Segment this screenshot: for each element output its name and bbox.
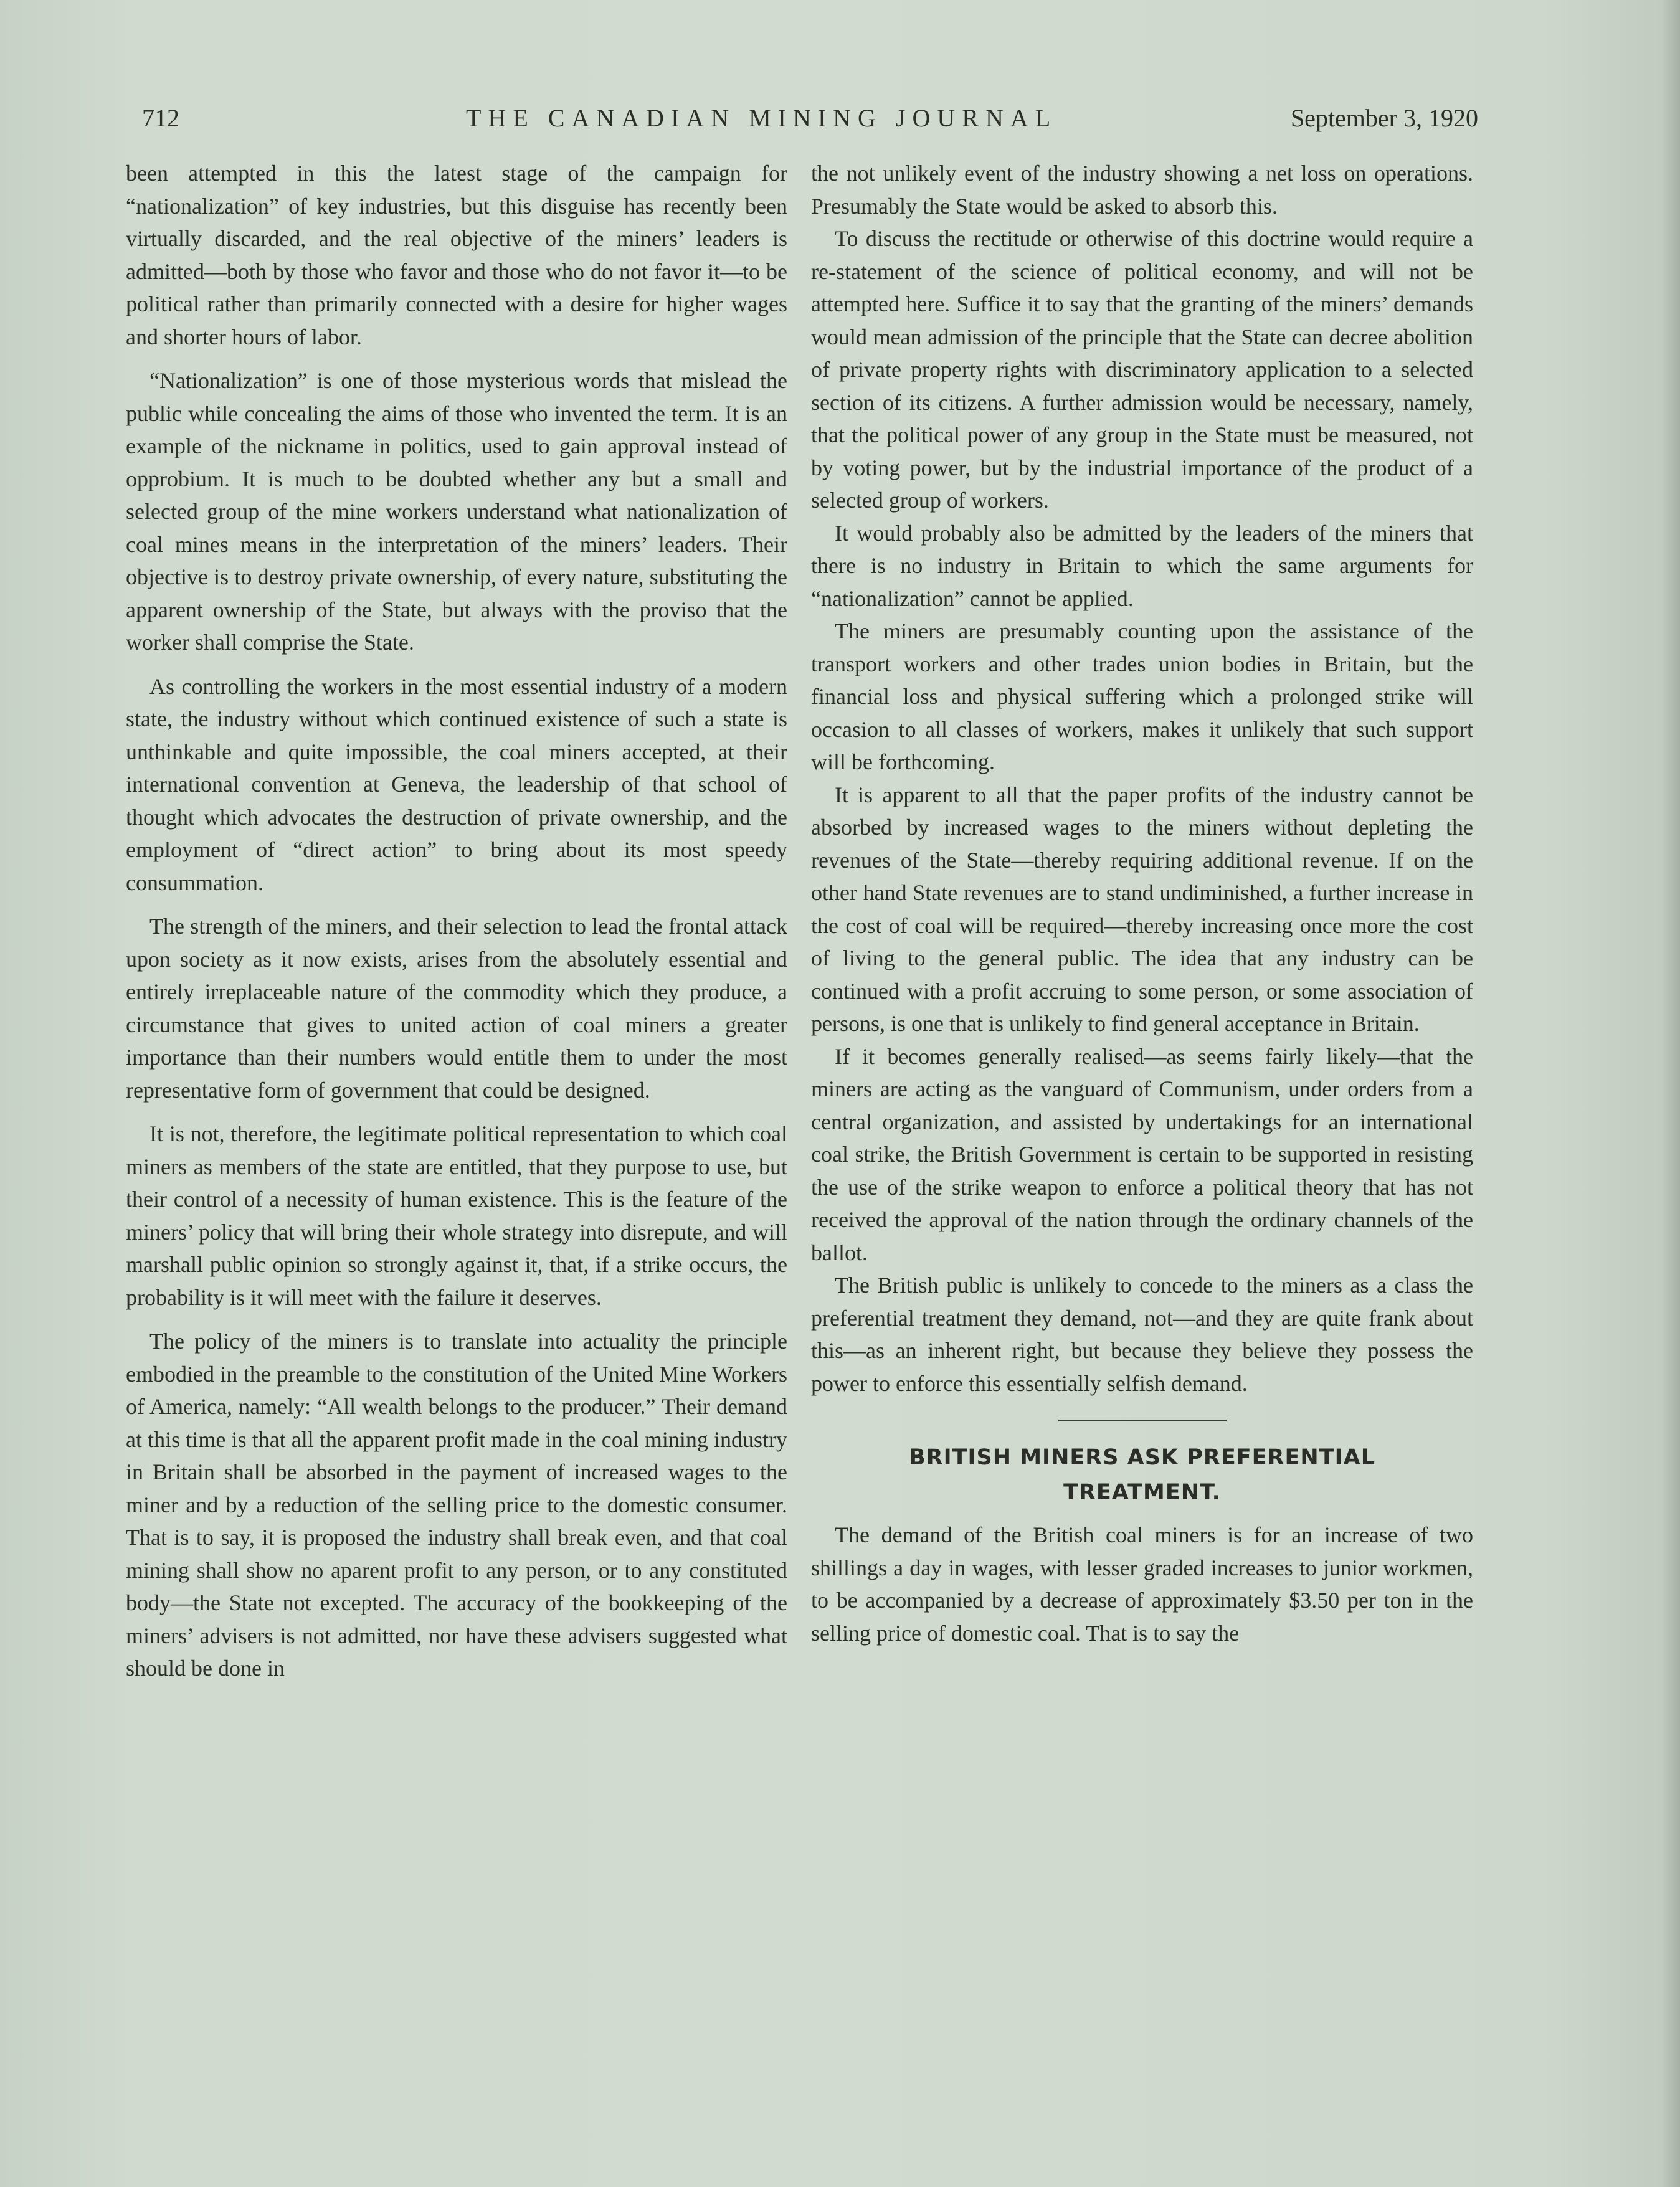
paragraph: the not unlikely event of the industry showing a net loss on operations. Presumably the State would be asked to absorb this. xyxy=(811,161,1473,219)
paragraph: The miners are presumably counting upon the assistance of the transport workers and other trades union bodies in Britain, but the financial loss and physical suffering which a prolonged strike will occasion to all classes of workers, makes it unlikely that such support will be forthcoming. xyxy=(811,619,1473,774)
paragraph: “Nationalization” is one of those mysterious words that mislead the public while concealing the aims of those who invented the term. It is an example of the nickname in politics, used to gain approval instead of opprobium. It is much to be doubted whether any but a small and selected group of the mine workers understand what nationalization of coal mines means in the interpretation of the miners’ leaders. Their objective is to destroy private ownership, of every nature, substituting the apparent ownership of the State, but always with the proviso that the worker shall comprise the State. xyxy=(126,368,787,655)
paragraph: It is apparent to all that the paper profits of the industry cannot be absorbed by increased wages to the miners without depleting the revenues of the State—thereby requiring additional revenue. If on the other hand State revenues are to stand undiminished, a further increase in the cost of coal will be required—thereby increasing once more the cost of living to the general public. The idea that any industry can be continued with a profit accruing to some person, or some association of persons, is one that is unlikely to find general acceptance in Britain. xyxy=(811,782,1473,1036)
journal-title: THE CANADIAN MINING JOURNAL xyxy=(466,104,1058,132)
right-column xyxy=(811,157,1473,1649)
paragraph: been attempted in this the latest stage of the campaign for “nationalization” of key industries, but this disguise has recently been virtually discarded, and the real objective of the miners’ leaders is admitted—both by those who favor and those who do not favor it—to be political rather than primarily connected with a desire for higher wages and shorter hours of labor. xyxy=(126,161,787,349)
article-heading-line: BRITISH MINERS ASK PREFERENTIAL xyxy=(909,1445,1375,1470)
page-edge-shadow xyxy=(1661,0,1680,2187)
paragraph: As controlling the workers in the most essential industry of a modern state, the industry without which continued existence of such a state is unthinkable and quite impossible, the coal miners accepted, at their international convention at Geneva, the leadership of that school of thought which advocates the destruction of private ownership, and the employment of “direct action” to bring about its most speedy consummation. xyxy=(126,673,787,895)
paragraph: If it becomes generally realised—as seems fairly likely—that the miners are acting as the vanguard of Communism, under orders from a central organization, and assisted by undertakings for an international coal strike, the British Government is certain to be supported in resisting the use of the strike weapon to enforce a political theory that has not received the approval of the nation through the ordinary channels of the ballot. xyxy=(811,1043,1473,1265)
issue-date: September 3, 1920 xyxy=(1290,104,1478,132)
page-header xyxy=(142,103,1478,141)
left-column xyxy=(126,157,787,1685)
paragraph: The British public is unlikely to concede to the miners as a class the preferential treatment they demand, not—and they are quite frank about this—as an inherent right, but because they believe they possess the power to enforce this essentially selfish demand. xyxy=(811,1273,1473,1396)
page-number: 712 xyxy=(142,104,179,132)
article-paragraph: The demand of the British coal miners is for an increase of two shillings a day in wages, with lesser graded increases to junior workmen, to be accompanied by a decrease of approximately $3.50 per ton in the selling price of domestic coal. That is to say the xyxy=(811,1522,1473,1646)
paragraph: It would probably also be admitted by the leaders of the miners that there is no industry in Britain to which the same arguments for “nationalization” cannot be applied. xyxy=(811,520,1473,611)
section-divider xyxy=(1058,1420,1227,1421)
article-heading xyxy=(811,1440,1473,1510)
article-heading-line: TREATMENT. xyxy=(1063,1480,1221,1505)
paragraph: To discuss the rectitude or otherwise of this doctrine would require a re-statement of the science of political economy, and will not be attempted here. Suffice it to say that the granting of the miners’ demands would mean admission of the principle that the State can decree abolition of private property rights with discriminatory application to a selected section of its citizens. A further admission would be necessary, namely, that the political power of any group in the State must be measured, not by voting power, but by the industrial importance of the product of a selected group of workers. xyxy=(811,226,1473,513)
paragraph: It is not, therefore, the legitimate political representation to which coal miners as members of the state are entitled, that they purpose to use, but their control of a necessity of human existence. This is the feature of the miners’ policy that will bring their whole strategy into disrepute, and will marshall public opinion so strongly against it, that, if a strike occurs, the probability is it will meet with the failure it deserves. xyxy=(126,1121,787,1310)
paragraph: The strength of the miners, and their selection to lead the frontal attack upon society as it now exists, arises from the absolutely essential and entirely irreplaceable nature of the commodity which they produce, a circumstance that gives to united action of coal miners a greater importance than their numbers would entitle them to under the most representative form of government that could be designed. xyxy=(126,914,787,1103)
paragraph: The policy of the miners is to translate into actuality the principle embodied in the preamble to the constitution of the United Mine Workers of America, namely: “All wealth belongs to the producer.” Their demand at this time is that all the apparent profit made in the coal mining industry in Britain shall be absorbed in the payment of increased wages to the miner and by a reduction of the selling price to the domestic consumer. That is to say, it is proposed the industry shall break even, and that coal mining shall show no aparent profit to any person, or to any constituted body—the State not excepted. The accuracy of the bookkeeping of the miners’ advisers is not admitted, nor have these advisers suggested what should be done in xyxy=(126,1329,787,1681)
